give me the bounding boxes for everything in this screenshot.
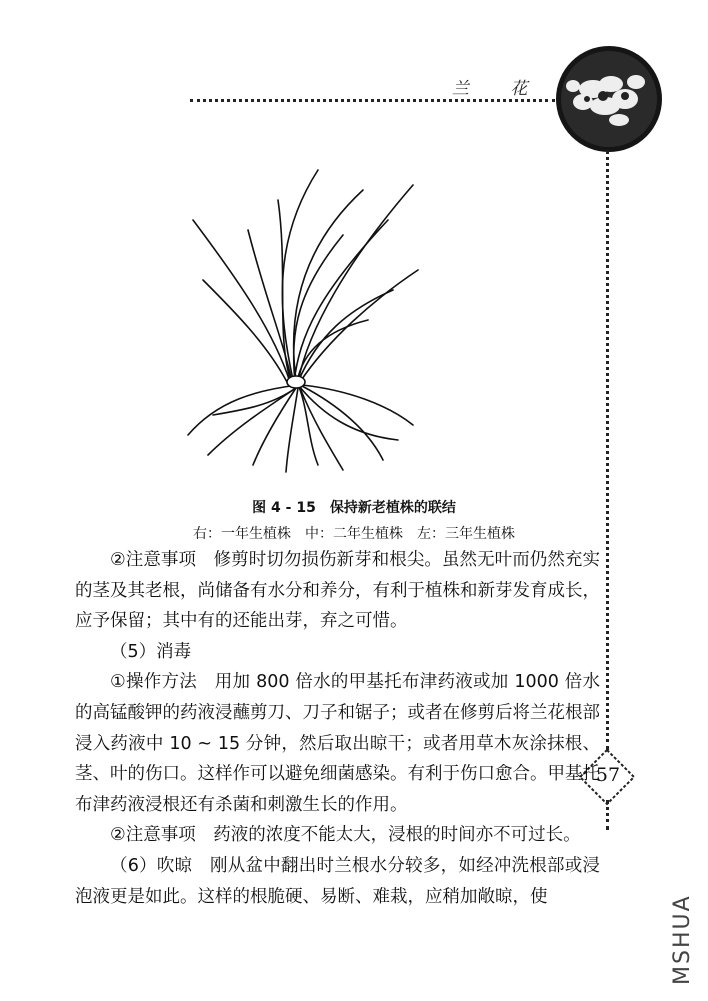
- header-dotted-rule: [190, 99, 555, 102]
- running-title: 兰 花: [452, 79, 546, 99]
- body-text: [75, 545, 600, 912]
- figure-caption-subtitle: 右：一年生植株 中：二年生植株 左：三年生植株: [193, 526, 515, 542]
- flower-logo-icon: [553, 44, 665, 154]
- paragraph: ①操作方法 用加 800 倍水的甲基托布津药液或加 1000 倍水的高锰酸钾的药液浸蘸剪刀、刀子和锯子；或者在修剪后将兰花根部浸入药液中 10 ~ 15 分钟，然后取出晾干；或者用草木灰涂抹根、茎、叶的伤口。这样作可以避免细菌感染。有利于伤口愈合。甲基托布津药液浸根还有杀菌和刺激生长的作用。: [75, 672, 600, 815]
- section-heading: （5）消毒: [110, 641, 192, 662]
- figure-caption-title: 图 4 - 15 保持新老植株的联结: [252, 500, 456, 516]
- paragraph: ②注意事项 修剪时切勿损伤新芽和根尖。虽然无叶而仍然充实的茎及其老根，尚储备有水分和养分，有利于植株和新芽发育成长，应予保留；其中有的还能出芽，弃之可惜。: [75, 550, 600, 632]
- page-number: 57: [595, 764, 621, 786]
- paragraph: （6）吹晾 刚从盆中翻出时兰根水分较多，如经冲洗根部或浸泡液更是如此。这样的根脆硬、易断、难栽，应稍加敞晾，使: [75, 855, 600, 907]
- watermark: MSHUA: [670, 894, 695, 985]
- margin-dotted-rule: [606, 150, 609, 750]
- paragraph: ②注意事项 药液的浓度不能太大，浸根的时间亦不可过长。: [110, 825, 581, 846]
- orchid-plant-illustration: [178, 160, 428, 480]
